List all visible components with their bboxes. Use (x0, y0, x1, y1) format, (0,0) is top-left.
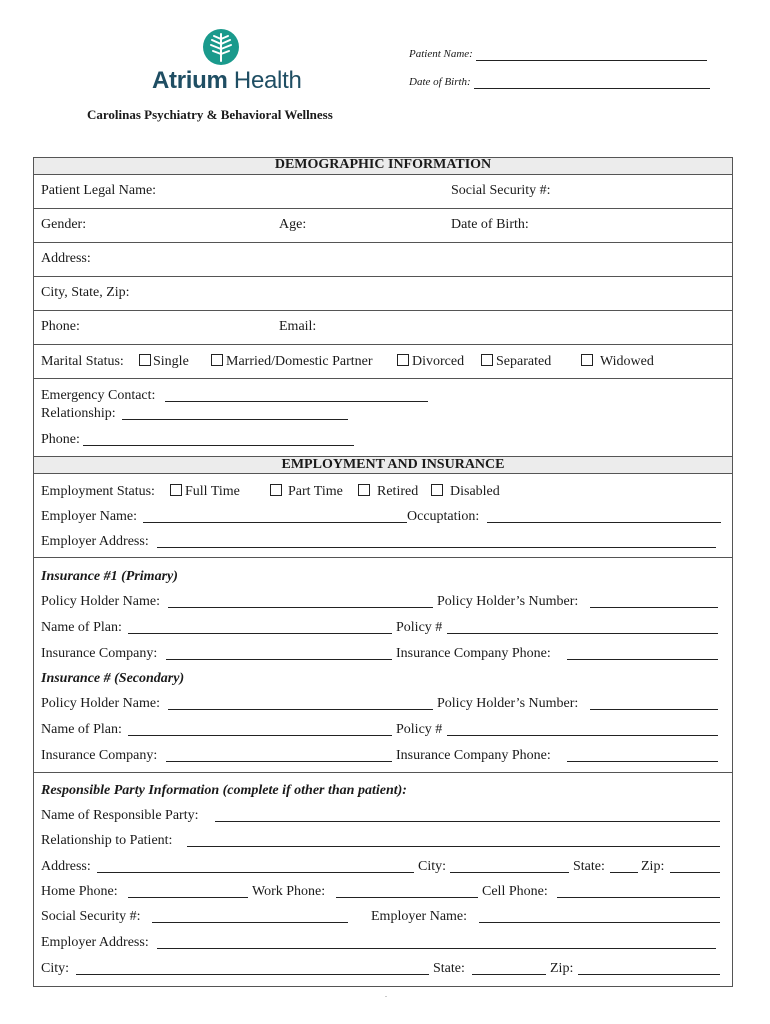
demographic-title: DEMOGRAPHIC INFORMATION (274, 157, 492, 172)
brand-name-bold: Atrium (152, 67, 228, 94)
ins2-plan-line[interactable] (128, 735, 392, 736)
emergency-contact-label: Emergency Contact: (41, 388, 156, 403)
occupation-label: Occuptation: (407, 509, 480, 524)
ins1-company-label: Insurance Company: (41, 646, 158, 661)
employer-address-line[interactable] (157, 547, 716, 548)
rule-5 (33, 310, 733, 311)
ins1-plan-line[interactable] (128, 633, 392, 634)
occupation-line[interactable] (487, 522, 721, 523)
ins2-policy-line[interactable] (447, 735, 718, 736)
rp-state-label: State: (573, 859, 605, 874)
rp-name-line[interactable] (215, 821, 720, 822)
ec-phone-label: Phone: (41, 432, 80, 447)
emergency-contact-line[interactable] (165, 401, 428, 402)
insurance-secondary-title: Insurance # (Secondary) (41, 671, 185, 686)
marital-single-checkbox[interactable] (139, 354, 151, 366)
phone-label: Phone: (41, 319, 80, 334)
relationship-label: Relationship: (41, 406, 116, 421)
rp-cell-phone-label: Cell Phone: (482, 884, 548, 899)
rule-9 (33, 473, 733, 474)
header-dob-label: Date of Birth: (409, 76, 471, 88)
employment-parttime-checkbox[interactable] (270, 484, 282, 496)
marital-widowed-checkbox[interactable] (581, 354, 593, 366)
ins1-plan-label: Name of Plan: (41, 620, 122, 635)
ins1-company-phone-label: Insurance Company Phone: (396, 646, 551, 661)
employment-status-label: Employment Status: (41, 484, 155, 499)
tree-leaf-logo-icon (202, 27, 240, 67)
rule-6 (33, 344, 733, 345)
rp-state2-label: State: (433, 961, 465, 976)
ins2-plan-label: Name of Plan: (41, 722, 122, 737)
rp-city-line[interactable] (450, 872, 569, 873)
marital-separated-label: Separated (496, 354, 552, 369)
rp-zip2-line[interactable] (578, 974, 720, 975)
ins1-holder-name-line[interactable] (168, 607, 433, 608)
ins2-holder-number-label: Policy Holder’s Number: (437, 696, 579, 711)
rp-address-line[interactable] (97, 872, 414, 873)
header-patient-name-label: Patient Name: (409, 48, 473, 60)
form-border-right (732, 157, 733, 987)
ins1-policy-label: Policy # (396, 620, 443, 635)
employment-title: EMPLOYMENT AND INSURANCE (281, 457, 505, 472)
rp-employer-name-label: Employer Name: (371, 909, 468, 924)
rp-zip-line[interactable] (670, 872, 720, 873)
rule-7 (33, 378, 733, 379)
employer-name-label: Employer Name: (41, 509, 138, 524)
gender-label: Gender: (41, 217, 87, 232)
rp-employer-name-line[interactable] (479, 922, 720, 923)
rp-work-phone-label: Work Phone: (252, 884, 326, 899)
rule-11 (33, 772, 733, 773)
rp-cell-phone-line[interactable] (557, 897, 720, 898)
address-label: Address: (41, 251, 91, 266)
marital-separated-checkbox[interactable] (481, 354, 493, 366)
rp-home-phone-line[interactable] (128, 897, 248, 898)
rule-3 (33, 242, 733, 243)
ins2-company-label: Insurance Company: (41, 748, 158, 763)
header-dob-line[interactable] (474, 88, 710, 89)
rp-zip-label: Zip: (641, 859, 665, 874)
responsible-party-title: Responsible Party Information (complete if other than patient): (41, 783, 407, 798)
employment-disabled-checkbox[interactable] (431, 484, 443, 496)
ins2-holder-name-label: Policy Holder Name: (41, 696, 160, 711)
rp-city-label: City: (418, 859, 447, 874)
ins2-company-line[interactable] (166, 761, 392, 762)
rule-2 (33, 208, 733, 209)
rp-city2-line[interactable] (76, 974, 429, 975)
employer-name-line[interactable] (143, 522, 407, 523)
rp-ssn-label: Social Security #: (41, 909, 141, 924)
rp-zip2-label: Zip: (550, 961, 574, 976)
insurance-primary-title: Insurance #1 (Primary) (41, 569, 178, 584)
rp-relationship-line[interactable] (187, 846, 720, 847)
dob-label: Date of Birth: (451, 217, 529, 232)
marital-divorced-checkbox[interactable] (397, 354, 409, 366)
ssn-label: Social Security #: (451, 183, 551, 198)
marital-married-label: Married/Domestic Partner (226, 354, 373, 369)
rp-work-phone-line[interactable] (336, 897, 478, 898)
brand-name (152, 67, 302, 95)
rp-state-line[interactable] (610, 872, 638, 873)
marital-single-label: Single (153, 354, 189, 369)
rp-ssn-line[interactable] (152, 922, 348, 923)
ins1-holder-name-label: Policy Holder Name: (41, 594, 160, 609)
rp-relationship-label: Relationship to Patient: (41, 833, 173, 848)
footer-mark: . (385, 990, 387, 999)
rp-home-phone-label: Home Phone: (41, 884, 118, 899)
ins1-company-phone-line[interactable] (567, 659, 718, 660)
city-state-zip-label: City, State, Zip: (41, 285, 130, 300)
marital-divorced-label: Divorced (412, 354, 465, 369)
marital-status-label: Marital Status: (41, 354, 124, 369)
ins1-holder-number-line[interactable] (590, 607, 718, 608)
rp-name-label: Name of Responsible Party: (41, 808, 199, 823)
rp-employer-address-label: Employer Address: (41, 935, 149, 950)
rule-10 (33, 557, 733, 558)
ins2-holder-number-line[interactable] (590, 709, 718, 710)
relationship-line[interactable] (122, 419, 348, 420)
employment-retired-checkbox[interactable] (358, 484, 370, 496)
clinic-name: Carolinas Psychiatry & Behavioral Wellness (87, 107, 333, 122)
rp-city2-label: City: (41, 961, 70, 976)
ins2-company-phone-line[interactable] (567, 761, 718, 762)
ec-phone-line[interactable] (83, 445, 354, 446)
ins2-company-phone-label: Insurance Company Phone: (396, 748, 551, 763)
employer-address-label: Employer Address: (41, 534, 149, 549)
employment-parttime-label: Part Time (288, 484, 343, 499)
rp-address-label: Address: (41, 859, 91, 874)
header-patient-name-line[interactable] (476, 60, 707, 61)
rp-employer-address-line[interactable] (157, 948, 716, 949)
employment-retired-label: Retired (377, 484, 419, 499)
employment-disabled-label: Disabled (450, 484, 500, 499)
employment-fulltime-label: Full Time (185, 484, 240, 499)
marital-widowed-label: Widowed (600, 354, 654, 369)
employment-fulltime-checkbox[interactable] (170, 484, 182, 496)
rule-1 (33, 174, 733, 175)
age-label: Age: (279, 217, 307, 232)
form-border-left (33, 157, 34, 987)
rule-bottom (33, 986, 733, 987)
ins1-policy-line[interactable] (447, 633, 718, 634)
email-label: Email: (279, 319, 317, 334)
brand-name-regular: Health (227, 67, 302, 94)
ins2-holder-name-line[interactable] (168, 709, 433, 710)
ins1-company-line[interactable] (166, 659, 392, 660)
ins1-holder-number-label: Policy Holder’s Number: (437, 594, 579, 609)
ins2-policy-label: Policy # (396, 722, 443, 737)
rule-4 (33, 276, 733, 277)
marital-married-checkbox[interactable] (211, 354, 223, 366)
legal-name-label: Patient Legal Name: (41, 183, 157, 198)
rp-state2-line[interactable] (472, 974, 546, 975)
